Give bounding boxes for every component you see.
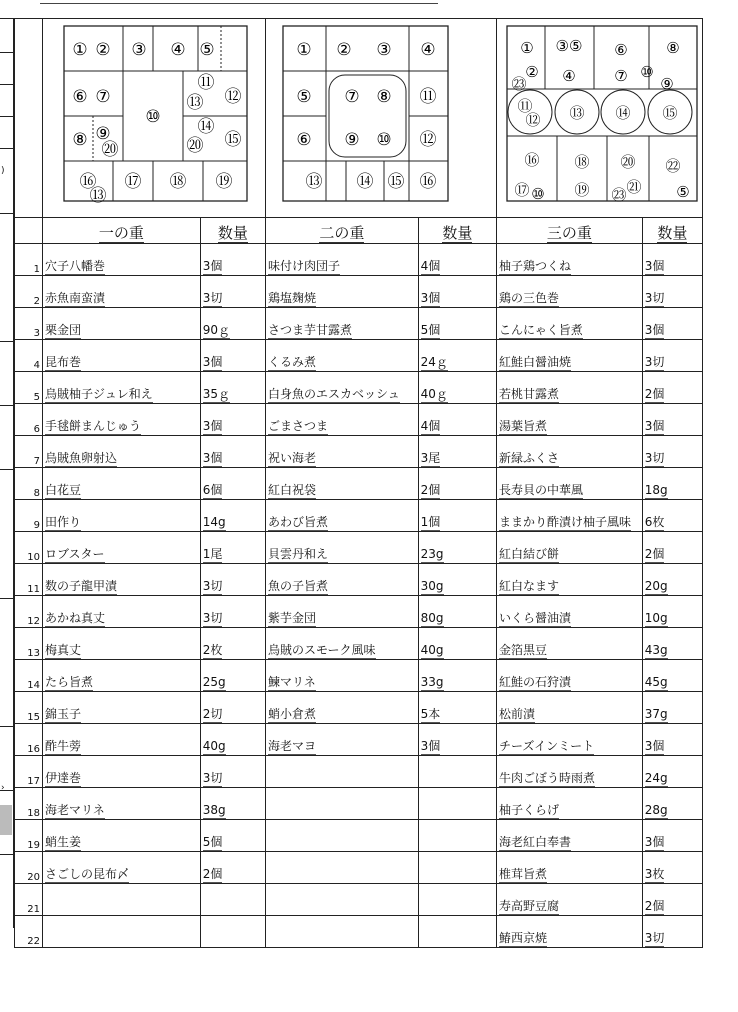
tier2-item-name xyxy=(266,916,419,948)
tier1-item-name xyxy=(43,916,201,948)
position-label: ④ xyxy=(562,67,576,85)
top-rule xyxy=(40,3,438,4)
tier1-item-name: 昆布巻 xyxy=(43,340,201,372)
position-label: ③⑤ xyxy=(555,37,583,55)
tier1-item-qty: 90ｇ xyxy=(200,308,265,340)
tier1-layout-cell xyxy=(43,19,266,218)
tier3-item-qty: 3個 xyxy=(642,820,702,852)
tier2-item-qty xyxy=(418,916,496,948)
position-label: ⑲ xyxy=(215,172,233,192)
position-label: ⑧ xyxy=(72,130,88,150)
tier3-item-name: ままかり酢漬け柚子風味 xyxy=(497,500,643,532)
tier1-item-qty: 14g xyxy=(200,500,265,532)
tier3-item-name: 牛肉ごぼう時雨煮 xyxy=(497,756,643,788)
tier1-item-qty: 38g xyxy=(200,788,265,820)
tier1-item-qty: 3個 xyxy=(200,244,265,276)
tier3-item-qty: 2個 xyxy=(642,884,702,916)
tier1-item-qty: 2個 xyxy=(200,852,265,884)
tier3-item-qty: 3個 xyxy=(642,404,702,436)
tier1-item-name: 白花豆 xyxy=(43,468,201,500)
tier1-item-name: 数の子龍甲漬 xyxy=(43,564,201,596)
tier3-item-qty: 24g xyxy=(642,756,702,788)
position-label: ⑱ xyxy=(169,172,187,192)
tier2-item-qty: 5本 xyxy=(418,692,496,724)
tier2-item-qty: 80g xyxy=(418,596,496,628)
left-strip-mark-1: ) xyxy=(1,166,5,176)
table-row xyxy=(15,788,703,820)
position-label: ⑪ xyxy=(197,73,215,93)
position-label: ⑧ xyxy=(666,39,680,57)
table-row xyxy=(15,660,703,692)
row-number: 6 xyxy=(15,404,43,436)
tier2-item-qty: 4個 xyxy=(418,244,496,276)
tier1-item-name: 梅真丈 xyxy=(43,628,201,660)
tier3-layout-cell xyxy=(497,19,703,218)
row-number: 15 xyxy=(15,692,43,724)
position-label: ② xyxy=(525,63,539,81)
tier1-item-name: 烏賊柚子ジュレ和え xyxy=(43,372,201,404)
tier2-item-qty xyxy=(418,852,496,884)
tier3-item-qty: 20g xyxy=(642,564,702,596)
tier3-item-qty: 3枚 xyxy=(642,852,702,884)
table-row xyxy=(15,372,703,404)
tier1-item-qty: 5個 xyxy=(200,820,265,852)
tier2-item-name: 祝い海老 xyxy=(266,436,419,468)
tier1-item-name: たら旨煮 xyxy=(43,660,201,692)
tier3-item-qty: 2個 xyxy=(642,532,702,564)
position-label: ⑫ xyxy=(525,111,541,129)
tier1-item-qty: 3切 xyxy=(200,756,265,788)
tier3-item-name: 金箔黒豆 xyxy=(497,628,643,660)
position-label: ⑳ xyxy=(620,153,636,171)
table-row xyxy=(15,436,703,468)
tier3-item-qty: 3切 xyxy=(642,436,702,468)
position-label: ④ xyxy=(170,40,186,60)
tier1-item-name xyxy=(43,884,201,916)
row-number: 9 xyxy=(15,500,43,532)
tier2-item-name: 紅白祝袋 xyxy=(266,468,419,500)
tier3-item-qty: 18g xyxy=(642,468,702,500)
tier3-header: 三の重 xyxy=(497,218,643,244)
table-row xyxy=(15,628,703,660)
tier2-item-name: くるみ煮 xyxy=(266,340,419,372)
tier2-item-qty: 3個 xyxy=(418,276,496,308)
tier2-item-name: あわび旨煮 xyxy=(266,500,419,532)
tier2-item-qty: 24ｇ xyxy=(418,340,496,372)
tier1-item-name: 蛸生姜 xyxy=(43,820,201,852)
tier1-item-qty: 25g xyxy=(200,660,265,692)
tier2-layout-cell xyxy=(266,19,497,218)
tier1-item-name: 田作り xyxy=(43,500,201,532)
table-row xyxy=(15,564,703,596)
tier3-item-qty: 37g xyxy=(642,692,702,724)
tier2-item-name: 鰊マリネ xyxy=(266,660,419,692)
tier3-item-name: 長寿貝の中華風 xyxy=(497,468,643,500)
row-number: 12 xyxy=(15,596,43,628)
position-label: ⑩ xyxy=(376,130,392,150)
tier3-item-name: 寿高野豆腐 xyxy=(497,884,643,916)
tier1-item-qty: 3個 xyxy=(200,404,265,436)
tier3-item-qty: 3切 xyxy=(642,916,702,948)
row-number: 5 xyxy=(15,372,43,404)
row-number: 7 xyxy=(15,436,43,468)
position-label: ⑮ xyxy=(662,104,678,122)
tier1-header: 一の重 xyxy=(43,218,201,244)
tier3-qty-header: 数量 xyxy=(642,218,702,244)
tier2-item-qty: 5個 xyxy=(418,308,496,340)
row-number: 1 xyxy=(15,244,43,276)
table-row xyxy=(15,532,703,564)
table-row xyxy=(15,756,703,788)
row-number: 22 xyxy=(15,916,43,948)
tier2-item-qty: 3尾 xyxy=(418,436,496,468)
table-row xyxy=(15,916,703,948)
tier1-item-name: 栗金団 xyxy=(43,308,201,340)
tier2-item-qty xyxy=(418,820,496,852)
position-label: ⑫ xyxy=(419,130,437,150)
table-row xyxy=(15,340,703,372)
tier2-qty-header: 数量 xyxy=(418,218,496,244)
position-label: ④ xyxy=(420,40,436,60)
position-label: ① xyxy=(72,40,88,60)
tier1-item-qty: 35ｇ xyxy=(200,372,265,404)
tier1-item-name: 伊達巻 xyxy=(43,756,201,788)
tier3-item-qty: 45g xyxy=(642,660,702,692)
position-label: ⑯ xyxy=(79,172,97,192)
position-label: ⑳ xyxy=(101,140,119,160)
position-label: ② xyxy=(336,40,352,60)
position-label: ⑯ xyxy=(524,151,540,169)
row-number: 10 xyxy=(15,532,43,564)
tier2-item-qty: 4個 xyxy=(418,404,496,436)
tier2-item-name xyxy=(266,852,419,884)
tier3-item-qty: 6枚 xyxy=(642,500,702,532)
table-row xyxy=(15,500,703,532)
tier2-item-name xyxy=(266,788,419,820)
row-number: 13 xyxy=(15,628,43,660)
tier3-item-name: 松前漬 xyxy=(497,692,643,724)
tier3-item-name: 湯葉旨煮 xyxy=(497,404,643,436)
tier2-item-qty xyxy=(418,884,496,916)
tier2-item-name: 貝雲丹和え xyxy=(266,532,419,564)
tier3-item-name: 柚子鶏つくね xyxy=(497,244,643,276)
table-row xyxy=(15,820,703,852)
position-label: ⑬ xyxy=(569,104,585,122)
position-label: ③ xyxy=(131,40,147,60)
row-number: 11 xyxy=(15,564,43,596)
position-label: ⑥ xyxy=(296,130,312,150)
table-row xyxy=(15,884,703,916)
tier2-item-name: 蛸小倉煮 xyxy=(266,692,419,724)
tier3-item-name: 海老紅白奉書 xyxy=(497,820,643,852)
osechi-menu-table xyxy=(14,18,703,948)
table-row xyxy=(15,724,703,756)
tier2-item-name xyxy=(266,756,419,788)
tier3-item-name: 紅白なます xyxy=(497,564,643,596)
tier3-item-name: 椎茸旨煮 xyxy=(497,852,643,884)
tier2-item-name: ごまさつま xyxy=(266,404,419,436)
tier1-layout-diagram xyxy=(43,19,265,213)
tier3-item-name: チーズインミート xyxy=(497,724,643,756)
tier3-item-qty: 3個 xyxy=(642,308,702,340)
position-label: ⑨ xyxy=(660,75,674,93)
position-label: ⑦ xyxy=(95,87,111,107)
position-label: ㉓ xyxy=(511,75,527,93)
row-number: 2 xyxy=(15,276,43,308)
table-row xyxy=(15,308,703,340)
table-row xyxy=(15,244,703,276)
tier1-item-qty: 2枚 xyxy=(200,628,265,660)
tier3-item-name: 鶏の三色巻 xyxy=(497,276,643,308)
position-label: ⑦ xyxy=(344,87,360,107)
position-label: ⑤ xyxy=(296,87,312,107)
tier2-item-name: 魚の子旨煮 xyxy=(266,564,419,596)
position-label: ⑪ xyxy=(517,97,533,115)
tier2-layout-diagram xyxy=(266,19,496,213)
tier1-item-qty xyxy=(200,916,265,948)
tier2-item-qty: 40ｇ xyxy=(418,372,496,404)
position-label: ⑭ xyxy=(197,117,215,137)
position-label: ㉑ xyxy=(626,178,642,196)
row-number: 8 xyxy=(15,468,43,500)
table-row xyxy=(15,276,703,308)
tier3-layout-diagram xyxy=(497,19,702,213)
position-label: ⑫ xyxy=(224,87,242,107)
row-number: 4 xyxy=(15,340,43,372)
tier2-item-name: 烏賊のスモーク風味 xyxy=(266,628,419,660)
tier3-item-qty: 43g xyxy=(642,628,702,660)
tier2-item-qty: 3個 xyxy=(418,724,496,756)
diagram-row xyxy=(15,19,703,218)
table-row xyxy=(15,468,703,500)
tier1-item-qty: 2切 xyxy=(200,692,265,724)
row-number: 17 xyxy=(15,756,43,788)
tier2-item-name: 白身魚のエスカベッシュ xyxy=(266,372,419,404)
tier2-item-name: さつま芋甘露煮 xyxy=(266,308,419,340)
tier3-item-name: 紅鮭の石狩漬 xyxy=(497,660,643,692)
tier3-item-qty: 10g xyxy=(642,596,702,628)
tier2-item-qty: 23g xyxy=(418,532,496,564)
tier2-item-qty: 30g xyxy=(418,564,496,596)
tier1-item-qty: 3切 xyxy=(200,564,265,596)
tier3-item-name: 若桃甘露煮 xyxy=(497,372,643,404)
tier1-item-qty: 6個 xyxy=(200,468,265,500)
tier3-item-name: いくら醤油漬 xyxy=(497,596,643,628)
position-label: ㉓ xyxy=(611,186,627,204)
tier1-item-name: さごしの昆布〆 xyxy=(43,852,201,884)
row-number: 14 xyxy=(15,660,43,692)
row-number: 16 xyxy=(15,724,43,756)
tier3-item-qty: 3切 xyxy=(642,276,702,308)
position-label: ⑭ xyxy=(615,104,631,122)
tier2-item-name: 紫芋金団 xyxy=(266,596,419,628)
tier1-item-qty: 3切 xyxy=(200,276,265,308)
tier3-item-name: 紅白結び餅 xyxy=(497,532,643,564)
position-label: ⑳ xyxy=(186,136,204,156)
tier2-item-name xyxy=(266,884,419,916)
position-label: ① xyxy=(296,40,312,60)
position-label: ⑮ xyxy=(387,172,405,192)
tier3-item-name: 柚子くらげ xyxy=(497,788,643,820)
row-number: 20 xyxy=(15,852,43,884)
tier1-item-name: 海老マリネ xyxy=(43,788,201,820)
header-row xyxy=(15,218,703,244)
tier3-item-qty: 3個 xyxy=(642,244,702,276)
tier2-item-qty: 33g xyxy=(418,660,496,692)
table-row xyxy=(15,404,703,436)
tier1-item-qty: 40g xyxy=(200,724,265,756)
position-label: ⑥ xyxy=(614,41,628,59)
left-shaded-cell xyxy=(0,805,12,835)
table-row xyxy=(15,692,703,724)
position-label: ⑩ xyxy=(145,107,161,127)
position-label: ⑧ xyxy=(376,87,392,107)
tier1-item-qty: 3個 xyxy=(200,340,265,372)
tier2-item-qty: 40g xyxy=(418,628,496,660)
position-label: ⑲ xyxy=(574,181,590,199)
table-row xyxy=(15,596,703,628)
tier2-item-name: 海老マヨ xyxy=(266,724,419,756)
tier2-item-qty xyxy=(418,788,496,820)
tier3-item-qty: 3個 xyxy=(642,724,702,756)
position-label: ⑨ xyxy=(95,124,111,144)
position-label: ⑪ xyxy=(419,87,437,107)
tier1-item-name: 穴子八幡巻 xyxy=(43,244,201,276)
position-label: ③ xyxy=(376,40,392,60)
position-label: ⑥ xyxy=(72,87,88,107)
tier1-item-name: 赤魚南蛮漬 xyxy=(43,276,201,308)
tier1-item-qty: 3切 xyxy=(200,596,265,628)
tier2-item-qty: 2個 xyxy=(418,468,496,500)
row-number: 19 xyxy=(15,820,43,852)
position-label: ⑬ xyxy=(305,172,323,192)
tier3-item-qty: 28g xyxy=(642,788,702,820)
tier2-item-name: 鶏塩麹焼 xyxy=(266,276,419,308)
tier2-item-name: 味付け肉団子 xyxy=(266,244,419,276)
tier1-item-qty: 3個 xyxy=(200,436,265,468)
tier1-item-name: あかね真丈 xyxy=(43,596,201,628)
position-label: ⑰ xyxy=(124,172,142,192)
table-row xyxy=(15,852,703,884)
tier1-item-qty xyxy=(200,884,265,916)
tier2-item-qty: 1個 xyxy=(418,500,496,532)
position-label: ㉒ xyxy=(665,157,681,175)
position-label: ⑬ xyxy=(186,93,204,113)
tier2-header: 二の重 xyxy=(266,218,419,244)
tier3-item-name: 新緑ふくさ xyxy=(497,436,643,468)
tier3-item-qty: 3切 xyxy=(642,340,702,372)
tier1-item-qty: 1尾 xyxy=(200,532,265,564)
position-label: ⑦ xyxy=(614,67,628,85)
left-strip-mark-2: › xyxy=(1,783,5,793)
position-label: ⑤ xyxy=(199,40,215,60)
row-number: 21 xyxy=(15,884,43,916)
tier3-item-qty: 2個 xyxy=(642,372,702,404)
tier1-item-name: ロブスター xyxy=(43,532,201,564)
tier3-item-name: こんにゃく旨煮 xyxy=(497,308,643,340)
tier3-item-name: 紅鮭白醤油焼 xyxy=(497,340,643,372)
position-label: ⑩ xyxy=(640,63,654,81)
position-label: ⑨ xyxy=(344,130,360,150)
tier1-qty-header: 数量 xyxy=(200,218,265,244)
position-label: ⑭ xyxy=(356,172,374,192)
position-label: ⑩ xyxy=(531,185,545,203)
tier1-item-name: 烏賊魚卵射込 xyxy=(43,436,201,468)
position-label: ⑤ xyxy=(676,183,690,201)
position-label: ② xyxy=(95,40,111,60)
position-label: ⑱ xyxy=(574,153,590,171)
position-label: ⑮ xyxy=(224,130,242,150)
tier1-item-name: 錦玉子 xyxy=(43,692,201,724)
row-number: 3 xyxy=(15,308,43,340)
position-label: ⑯ xyxy=(419,172,437,192)
tier1-item-name: 酢牛蒡 xyxy=(43,724,201,756)
left-page-edge xyxy=(0,18,14,928)
tier2-item-name xyxy=(266,820,419,852)
tier2-item-qty xyxy=(418,756,496,788)
row-number: 18 xyxy=(15,788,43,820)
position-label: ⑬ xyxy=(89,186,107,206)
tier1-item-name: 手毬餅まんじゅう xyxy=(43,404,201,436)
position-label: ① xyxy=(520,39,534,57)
position-label: ⑰ xyxy=(514,181,530,199)
tier3-item-name: 鰆西京焼 xyxy=(497,916,643,948)
